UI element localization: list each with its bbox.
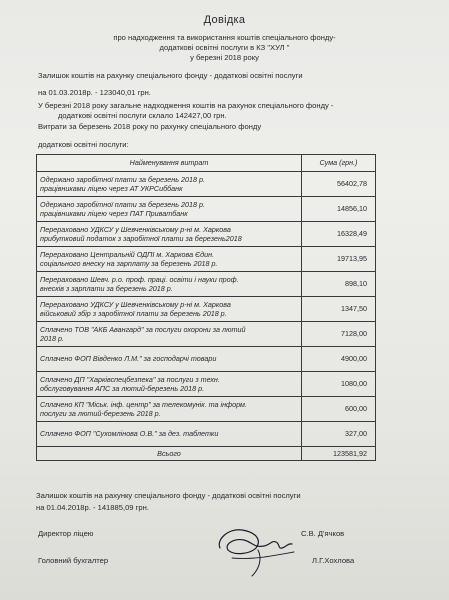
expense-name xyxy=(37,372,302,397)
expense-sum: 4900,00 xyxy=(302,347,376,372)
document-subtitle-line-1: про надходження та використання коштів спеціального фонду- xyxy=(113,33,336,42)
expense-name-line-1: Перераховано УДКСУ у Шевченківському р-ні м. Харкова xyxy=(40,224,231,234)
table-row xyxy=(37,172,376,197)
expense-name-line-1: Перераховано Шевч. р.о. проф. праці. освіти і науки проф. xyxy=(40,274,239,284)
expense-sum: 1347,50 xyxy=(302,297,376,322)
opening-balance-line-2: на 01.03.2018р. - 123040,01 грн. xyxy=(38,88,151,97)
table-row xyxy=(37,222,376,247)
expense-sum: 898,10 xyxy=(302,272,376,297)
expense-name-line-2: прибутковий податок з заробітної плати за березень2018 xyxy=(40,234,242,243)
table-row xyxy=(37,247,376,272)
expense-name-line-2: внесків з зарплати за березень 2018 р. xyxy=(40,284,173,293)
table-row xyxy=(37,372,376,397)
column-header-name: Найменування витрат xyxy=(37,155,302,172)
expense-name xyxy=(37,422,302,447)
income-line-2: додаткові освітні послуги склало 142427,00 грн. xyxy=(58,111,227,120)
expense-sum: 7128,00 xyxy=(302,322,376,347)
table-total-row xyxy=(37,447,376,461)
table-row xyxy=(37,272,376,297)
expense-name-line-1: Сплачено КП "Міськ. інф. центр" за телекомунік. та інформ. xyxy=(40,399,247,409)
table-row xyxy=(37,322,376,347)
expense-name-line-1: Сплачено ФОП Вівденко Л.М." за господарчі товари xyxy=(40,354,217,364)
expense-sum: 16328,49 xyxy=(302,222,376,247)
expense-name-line-1: Сплачено ДП "Харківспецбезпека" за послуги з техн. xyxy=(40,374,220,384)
expense-name xyxy=(37,247,302,272)
expense-name xyxy=(37,272,302,297)
expense-name xyxy=(37,197,302,222)
expense-name-line-2: працівниками ліцею через АТ УКРСиббанк xyxy=(40,184,183,193)
table-header-row xyxy=(37,155,376,172)
document-subtitle-line-3: у березні 2018 року xyxy=(190,53,259,62)
expenses-intro-line-1: Витрати за березень 2018 року по рахунку спеціального фонду xyxy=(38,122,262,131)
table-row xyxy=(37,347,376,372)
expense-name xyxy=(37,297,302,322)
document-title: Довідка xyxy=(203,14,246,26)
expense-name-line-2: військовий збір з заробітної плати за березень 2018 р. xyxy=(40,309,227,318)
total-sum: 123581,92 xyxy=(302,447,376,461)
expense-name-line-2: соціального внеску на зарплату за березень 2018 р. xyxy=(40,259,218,268)
accountant-name: Л.Г.Хохлова xyxy=(312,556,355,565)
expenses-table xyxy=(36,154,376,461)
expense-sum: 600,00 xyxy=(302,397,376,422)
handwritten-signature xyxy=(212,518,298,580)
expense-name xyxy=(37,322,302,347)
expense-sum: 1080,00 xyxy=(302,372,376,397)
expense-sum: 19713,95 xyxy=(302,247,376,272)
expense-name-line-1: Перераховано Центральній ОДПІ м. Харкова Єдин. xyxy=(40,249,215,259)
expense-name-line-2: послуги за лютий-березень 2018 р. xyxy=(40,409,161,418)
expense-name xyxy=(37,222,302,247)
closing-balance-line-1: Залишок коштів на рахунку спеціального фонду - додаткові освітні послуги xyxy=(36,491,301,500)
expense-name xyxy=(37,172,302,197)
column-header-sum: Сума (грн.) xyxy=(302,155,376,172)
expense-sum: 14856,10 xyxy=(302,197,376,222)
expense-name-line-1: Перераховано УДКСУ у Шевченківському р-ні м. Харкова xyxy=(40,299,231,309)
director-name: С.В. Д'ячков xyxy=(301,529,345,538)
table-row xyxy=(37,297,376,322)
director-title: Директор ліцею xyxy=(38,529,94,538)
expense-sum: 56402,78 xyxy=(302,172,376,197)
total-label: Всього xyxy=(37,447,302,461)
expense-sum: 327,00 xyxy=(302,422,376,447)
expense-name-line-2: обслуговування АПС за лютий-березень 2018 р. xyxy=(40,384,205,393)
table-row xyxy=(37,197,376,222)
expense-name-line-1: Одержано заробітної плати за березень 2018 р. xyxy=(40,199,205,209)
closing-balance-line-2: на 01.04.2018р. - 141885,09 грн. xyxy=(36,503,149,512)
document-subtitle-line-2: додаткові освітні послуги в КЗ "ХУЛ " xyxy=(159,43,290,52)
table-row xyxy=(37,397,376,422)
expense-name-line-1: Сплачено ТОВ "АКБ Авангард" за послуги охорони за лютий xyxy=(40,324,246,334)
opening-balance-line-1: Залишок коштів на рахунку спеціального фонду - додаткові освітні послуги xyxy=(38,71,303,80)
table-row xyxy=(37,422,376,447)
accountant-title: Головний бухгалтер xyxy=(38,556,109,565)
expense-name-line-1: Сплачено ФОП "Сухомлінова О.В." за дез. таблетки xyxy=(40,429,219,439)
expense-name-line-1: Одержано заробітної плати за березень 2018 р. xyxy=(40,174,205,184)
income-line-1: У березні 2018 року загальне надходження коштів на рахунок спеціального фонду - xyxy=(38,101,334,110)
expenses-intro-line-2: додаткові освітні послуги: xyxy=(38,140,129,149)
expense-name xyxy=(37,397,302,422)
expense-name-line-2: працівниками ліцею через ПАТ Приватбанк xyxy=(40,209,188,218)
expense-name xyxy=(37,347,302,372)
expense-name-line-2: 2018 р. xyxy=(40,334,64,343)
